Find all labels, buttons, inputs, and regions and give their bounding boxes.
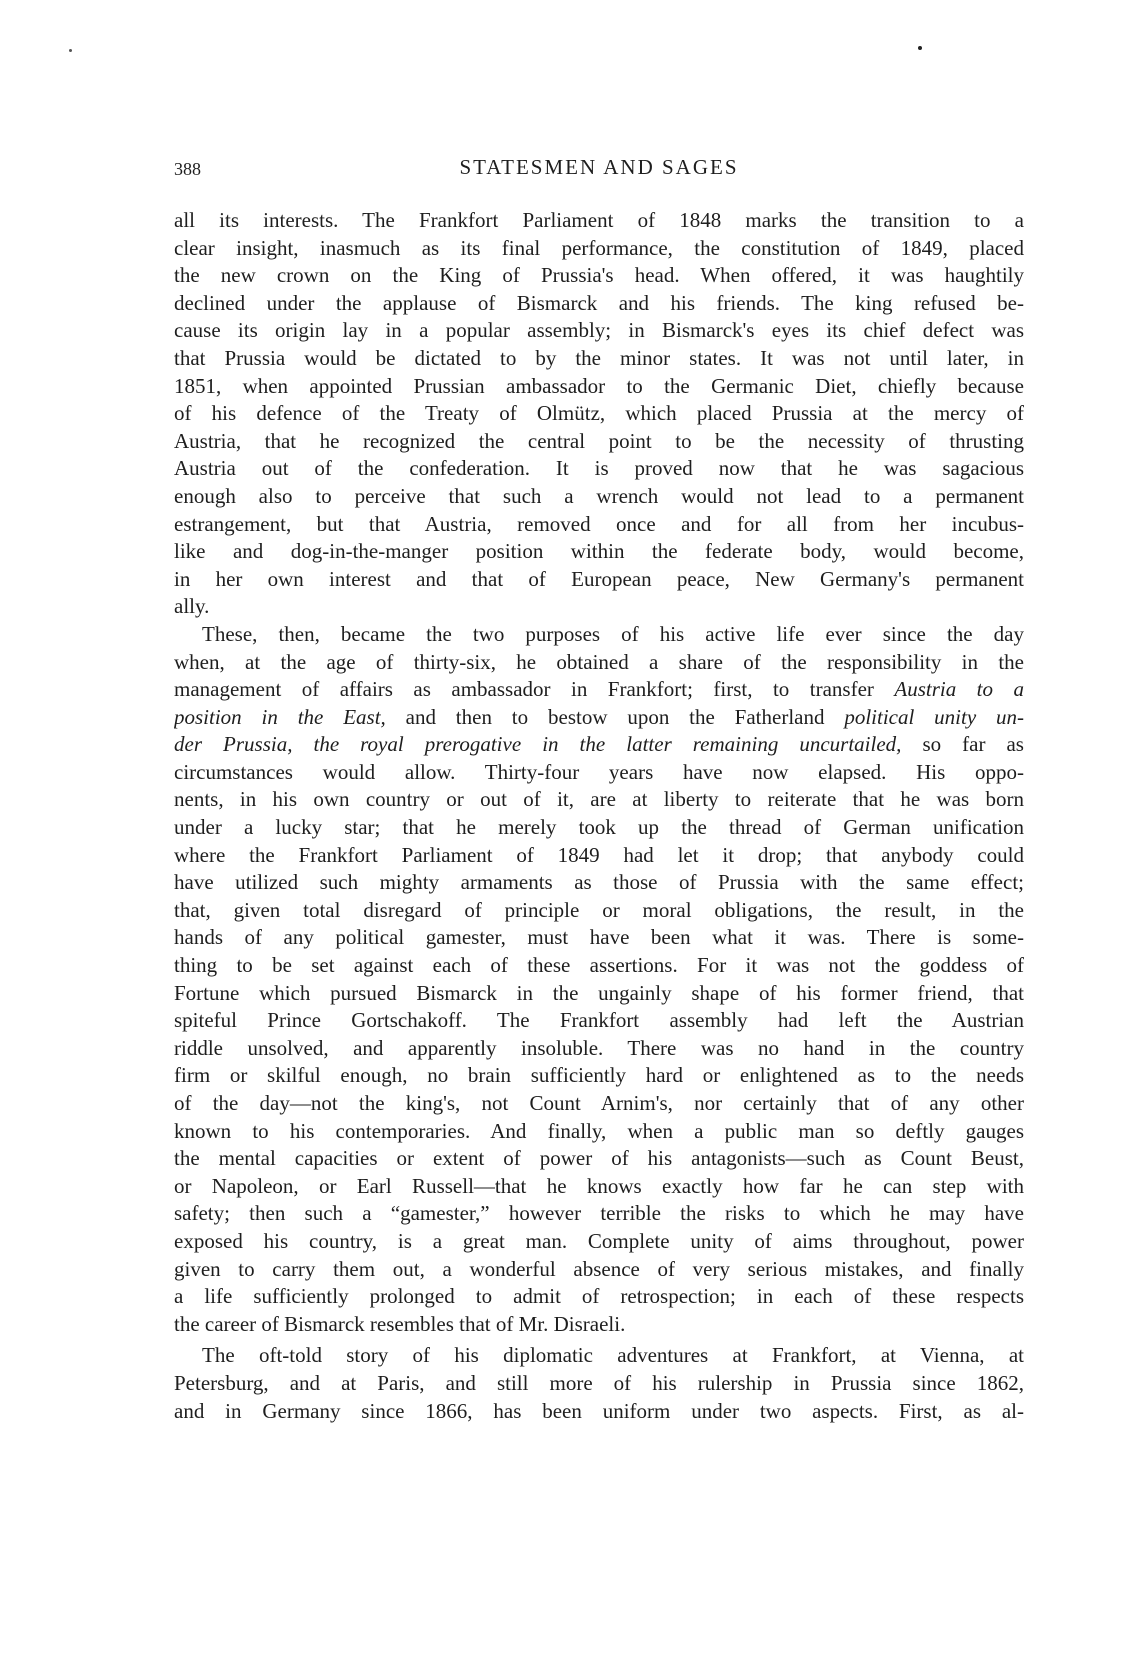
text-line: a life sufficiently prolonged to admit of retrospection; in each of these respects [174, 1284, 1024, 1309]
text-line: declined under the applause of Bismarck and his friends. The king refused be- [174, 290, 1024, 315]
text-line: hands of any political gamester, must have been what it was. There is some- [174, 925, 1024, 950]
text-line: cause its origin lay in a popular assembly; in Bismarck's eyes its chief defect was [174, 318, 1024, 343]
running-title: STATESMEN AND SAGES [459, 155, 739, 179]
text-line: Austria, that he recognized the central point to be the necessity of thrusting [174, 428, 1024, 453]
text-line: Petersburg, and at Paris, and still more of his rulership in Prussia since 1862, [174, 1370, 1024, 1395]
text-line: of his defence of the Treaty of Olmütz, which placed Prussia at the mercy of [174, 401, 1024, 426]
text-line [174, 676, 1024, 704]
italic-text: Austria to a [894, 677, 1024, 702]
text-line: These, then, became the two purposes of his active life ever since the day [202, 621, 1024, 646]
text-line: ally. [174, 594, 210, 619]
text-line: that Prussia would be dictated to by the minor states. It was not until later, in [174, 345, 1024, 370]
paragraph-2 [174, 621, 1024, 1338]
page-number: 388 [174, 159, 201, 179]
text-line: The oft-told story of his diplomatic adventures at Frankfort, at Vienna, at [202, 1343, 1024, 1368]
text-run: management of affairs as ambassador in Frankfort; first, to transfer [174, 677, 895, 702]
text-line: thing to be set against each of these assertions. For it was not the goddess of [174, 953, 1024, 978]
text-line: in her own interest and that of European peace, New Germany's permanent [174, 566, 1024, 591]
text-line: Fortune which pursued Bismarck in the ungainly shape of his former friend, that [174, 980, 1024, 1005]
page-header [174, 155, 1024, 185]
italic-text: der Prussia, the royal prerogative in the latter remaining uncurtailed, [174, 732, 902, 757]
text-line: riddle unsolved, and apparently insoluble. There was no hand in the country [174, 1035, 1024, 1060]
text-line: circumstances would allow. Thirty-four years have now elapsed. His oppo- [174, 759, 1024, 784]
text-line: the mental capacities or extent of power of his antagonists—such as Count Beust, [174, 1146, 1024, 1171]
text-line: or Napoleon, or Earl Russell—that he knows exactly how far he can step with [174, 1173, 1024, 1198]
body-text [174, 207, 1024, 1425]
paragraph-1 [174, 207, 1024, 621]
italic-text: position in the East, [174, 704, 386, 729]
text-line: the career of Bismarck resembles that of Mr. Disraeli. [174, 1311, 626, 1336]
text-line: nents, in his own country or out of it, are at liberty to reiterate that he was born [174, 787, 1024, 812]
text-line [174, 731, 1024, 759]
text-line: given to carry them out, a wonderful absence of very serious mistakes, and finally [174, 1256, 1024, 1281]
text-line: clear insight, inasmuch as its final performance, the constitution of 1849, placed [174, 235, 1024, 260]
text-line: known to his contemporaries. And finally, when a public man so deftly gauges [174, 1118, 1024, 1143]
text-line: exposed his country, is a great man. Complete unity of aims throughout, power [174, 1228, 1024, 1253]
text-line: estrangement, but that Austria, removed once and for all from her incubus- [174, 511, 1024, 536]
text-line: and in Germany since 1866, has been uniform under two aspects. First, as al- [174, 1398, 1024, 1423]
text-line: firm or skilful enough, no brain sufficiently hard or enlightened as to the needs [174, 1063, 1024, 1088]
text-line: the new crown on the King of Prussia's head. When offered, it was haughtily [174, 263, 1024, 288]
paragraph-3 [174, 1342, 1024, 1425]
text-line: safety; then such a “gamester,” however terrible the risks to which he may have [174, 1201, 1024, 1226]
text-run: and then to bestow upon the Fatherland [385, 704, 845, 729]
text-line: like and dog-in-the-manger position within the federate body, would become, [174, 539, 1024, 564]
text-line [174, 704, 1024, 732]
italic-text: political unity un- [844, 704, 1024, 729]
text-line: all its interests. The Frankfort Parliament of 1848 marks the transition to a [174, 208, 1024, 232]
scan-speck [69, 49, 72, 52]
text-line: enough also to perceive that such a wrench would not lead to a permanent [174, 483, 1024, 508]
text-line: where the Frankfort Parliament of 1849 had let it drop; that anybody could [174, 842, 1024, 867]
text-line: have utilized such mighty armaments as those of Prussia with the same effect; [174, 870, 1024, 895]
text-line: of the day—not the king's, not Count Arnim's, nor certainly that of any other [174, 1091, 1024, 1115]
text-line: when, at the age of thirty-six, he obtained a share of the responsibility in the [174, 649, 1024, 674]
text-line: that, given total disregard of principle or moral obligations, the result, in the [174, 897, 1024, 922]
text-line: 1851, when appointed Prussian ambassador to the Germanic Diet, chiefly because [174, 373, 1024, 398]
text-line: spiteful Prince Gortschakoff. The Frankfort assembly had left the Austrian [174, 1008, 1024, 1033]
text-run: so far as [901, 732, 1024, 757]
text-line: Austria out of the confederation. It is proved now that he was sagacious [174, 456, 1024, 481]
scan-speck [918, 46, 922, 50]
text-line: under a lucky star; that he merely took up the thread of German unification [174, 815, 1024, 840]
